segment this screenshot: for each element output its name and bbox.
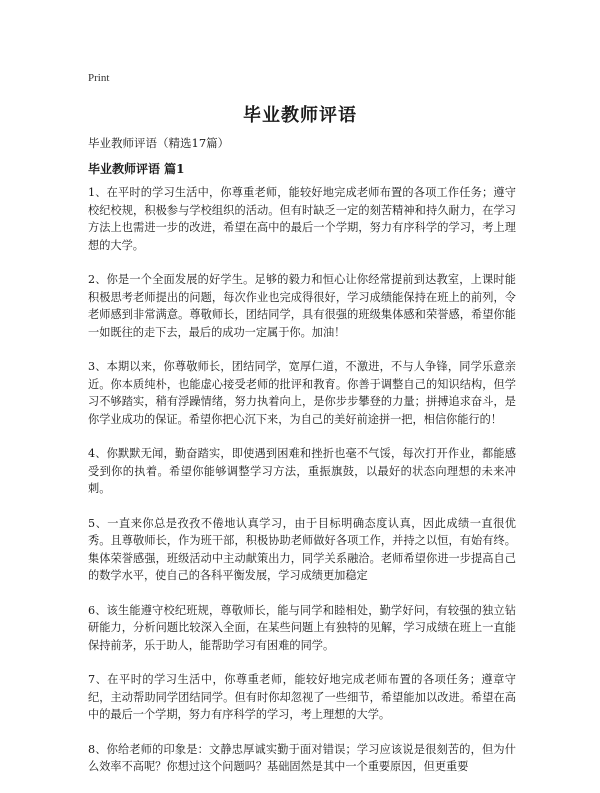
document-subtitle: 毕业教师评语（精选17篇） [88,136,230,150]
paragraph-2: 2、你是一个全面发展的好学生。足够的毅力和恒心让你经常提前到达教室，上课时能积极思考老师提出的问题，每次作业也完成得很好，学习成绩能保持在班上的前列，令老师感到非常满意。尊敬师长，团结同学，具有很强的班级集体感和荣誉感，希望你能一如既往的走下去，最后的成功一定属于你。加油！ [88,273,516,339]
document-title: 毕业教师评语 [243,105,357,126]
paragraph-7: 7、在平时的学习生活中，你尊重老师，能较好地完成老师布置的各项任务；遵章守纪，主动帮助同学团结同学。但有时你却忽视了一些细节，希望能加以改进。希望在高中的最后一个学期，努力有序科学的学习，考上理想的大学。 [88,673,516,721]
document-body [88,184,516,793]
section-heading: 毕业教师评语 篇1 [88,162,185,176]
paragraph-3: 3、本期以来，你尊敬师长，团结同学，宽厚仁道，不激进，不与人争锋，同学乐意亲近。你本质纯朴，也能虚心接受老师的批评和教育。你善于调整自己的知识结构，但学习不够踏实，稍有浮躁情绪，努力执着向上，是你步步攀登的力量；拼搏追求奋斗，是你学业成功的保证。希望你把心沉下来，为自己的美好前途拼一把，相信你能行的！ [88,360,516,426]
paragraph-1: 1、在平时的学习生活中，你尊重老师，能较好地完成老师布置的各项工作任务；遵守校纪校规，积极参与学校组织的活动。但有时缺乏一定的刻苦精神和持久耐力，在学习方法上也需进一步的改进，希望在高中的最后一个学期，努力有序科学的学习，考上理想的大学。 [88,186,516,252]
paragraph-5: 5、一直来你总是孜孜不倦地认真学习，由于目标明确态度认真，因此成绩一直很优秀。且尊敬师长，作为班干部，积极协助老师做好各项工作，并持之以恒，有始有终。集体荣誉感强，班级活动中主动献策出力，同学关系融洽。老师希望你进一步提高自己的数学水平，使自己的各科平衡发展，学习成绩更加稳定 [88,516,516,582]
paragraph-4: 4、你默默无闻，勤奋踏实，即使遇到困难和挫折也毫不气馁，每次打开作业，都能感受到你的执着。希望你能够调整学习方法，重振旗鼓，以最好的状态向理想的未来冲刺。 [88,447,516,495]
paragraph-6: 6、该生能遵守校纪班规，尊敬师长，能与同学和睦相处，勤学好问，有较强的独立钻研能力，分析问题比较深入全面，在某些问题上有独特的见解，学习成绩在班上一直能保持前茅，乐于助人，能帮助学习有困难的同学。 [88,603,516,652]
paragraph-8: 8、你给老师的印象是：文静忠厚诚实勤于面对错误；学习应该说是很刻苦的，但为什么效率不高呢？你想过这个问题吗？基础固然是其中一个重要原因，但更重要 [88,742,516,773]
print-label[interactable]: Print [88,72,110,84]
